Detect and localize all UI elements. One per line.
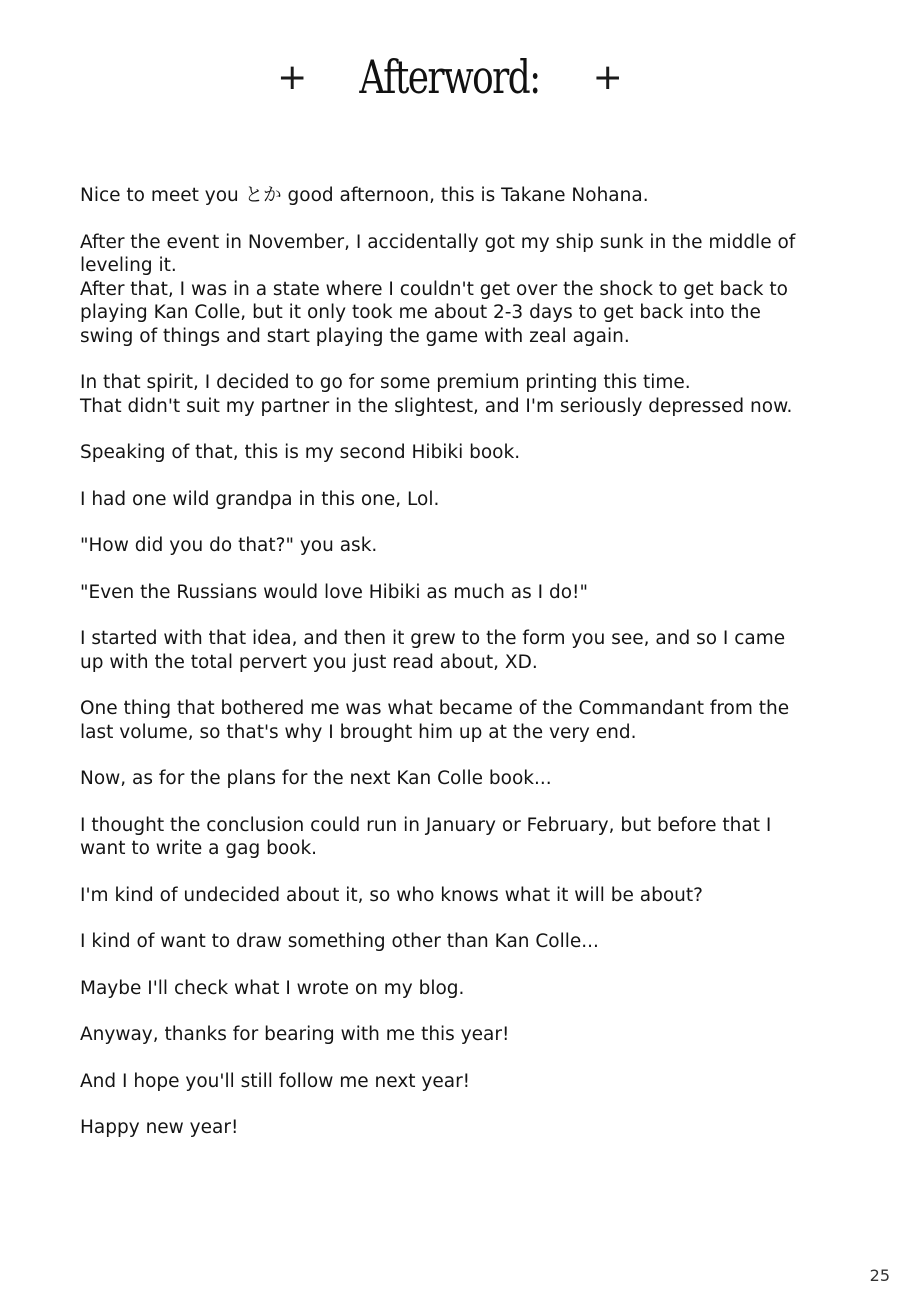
paragraph: And I hope you'll still follow me next year!	[80, 1070, 471, 1092]
paragraph: Now, as for the plans for the next Kan Colle book...	[80, 768, 552, 789]
paragraph: One thing that bothered me was what became of the Commandant from the last volume, so that's why I brought him up at the very end.	[80, 698, 790, 743]
page-number: 25	[869, 1266, 890, 1285]
paragraph: I started with that idea, and then it grew to the form you see, and so I came up with the total pervert you just read about, XD.	[80, 628, 786, 673]
paragraph: Nice to meet you とか good afternoon, this is Takane Nohana.	[80, 185, 649, 206]
title-left-mark: +	[277, 56, 308, 98]
paragraph: I kind of want to draw something other than Kan Colle...	[80, 931, 599, 952]
title-row	[0, 50, 900, 130]
page-title: Afterword:	[359, 50, 541, 104]
paragraph: Anyway, thanks for bearing with me this year!	[80, 1024, 510, 1045]
paragraph: Happy new year!	[80, 1117, 239, 1138]
paragraph: "How did you do that?" you ask.	[80, 535, 378, 556]
title-right-mark: +	[592, 56, 623, 98]
paragraph: Maybe I'll check what I wrote on my blog.	[80, 977, 465, 999]
paragraph: I'm kind of undecided about it, so who knows what it will be about?	[80, 884, 703, 906]
paragraph: Speaking of that, this is my second Hibiki book.	[80, 442, 521, 463]
paragraph: After the event in November, I accidentally got my ship sunk in the middle of leveling it. After that, I was in a state where I couldn't get over the shock to get back to playing Kan Colle, but it only took me about 2-3 days to get back into the swing of things and start playing the game with zeal again.	[80, 231, 796, 347]
paragraph: "Even the Russians would love Hibiki as much as I do!"	[80, 581, 588, 603]
paragraph: In that spirit, I decided to go for some premium printing this time. That didn't suit my partner in the slightest, and I'm seriously depressed now.	[80, 372, 793, 417]
paragraph: I had one wild grandpa in this one, Lol.	[80, 488, 440, 510]
afterword-body	[80, 184, 810, 1163]
paragraph: I thought the conclusion could run in January or February, but before that I want to write a gag book.	[80, 814, 772, 859]
